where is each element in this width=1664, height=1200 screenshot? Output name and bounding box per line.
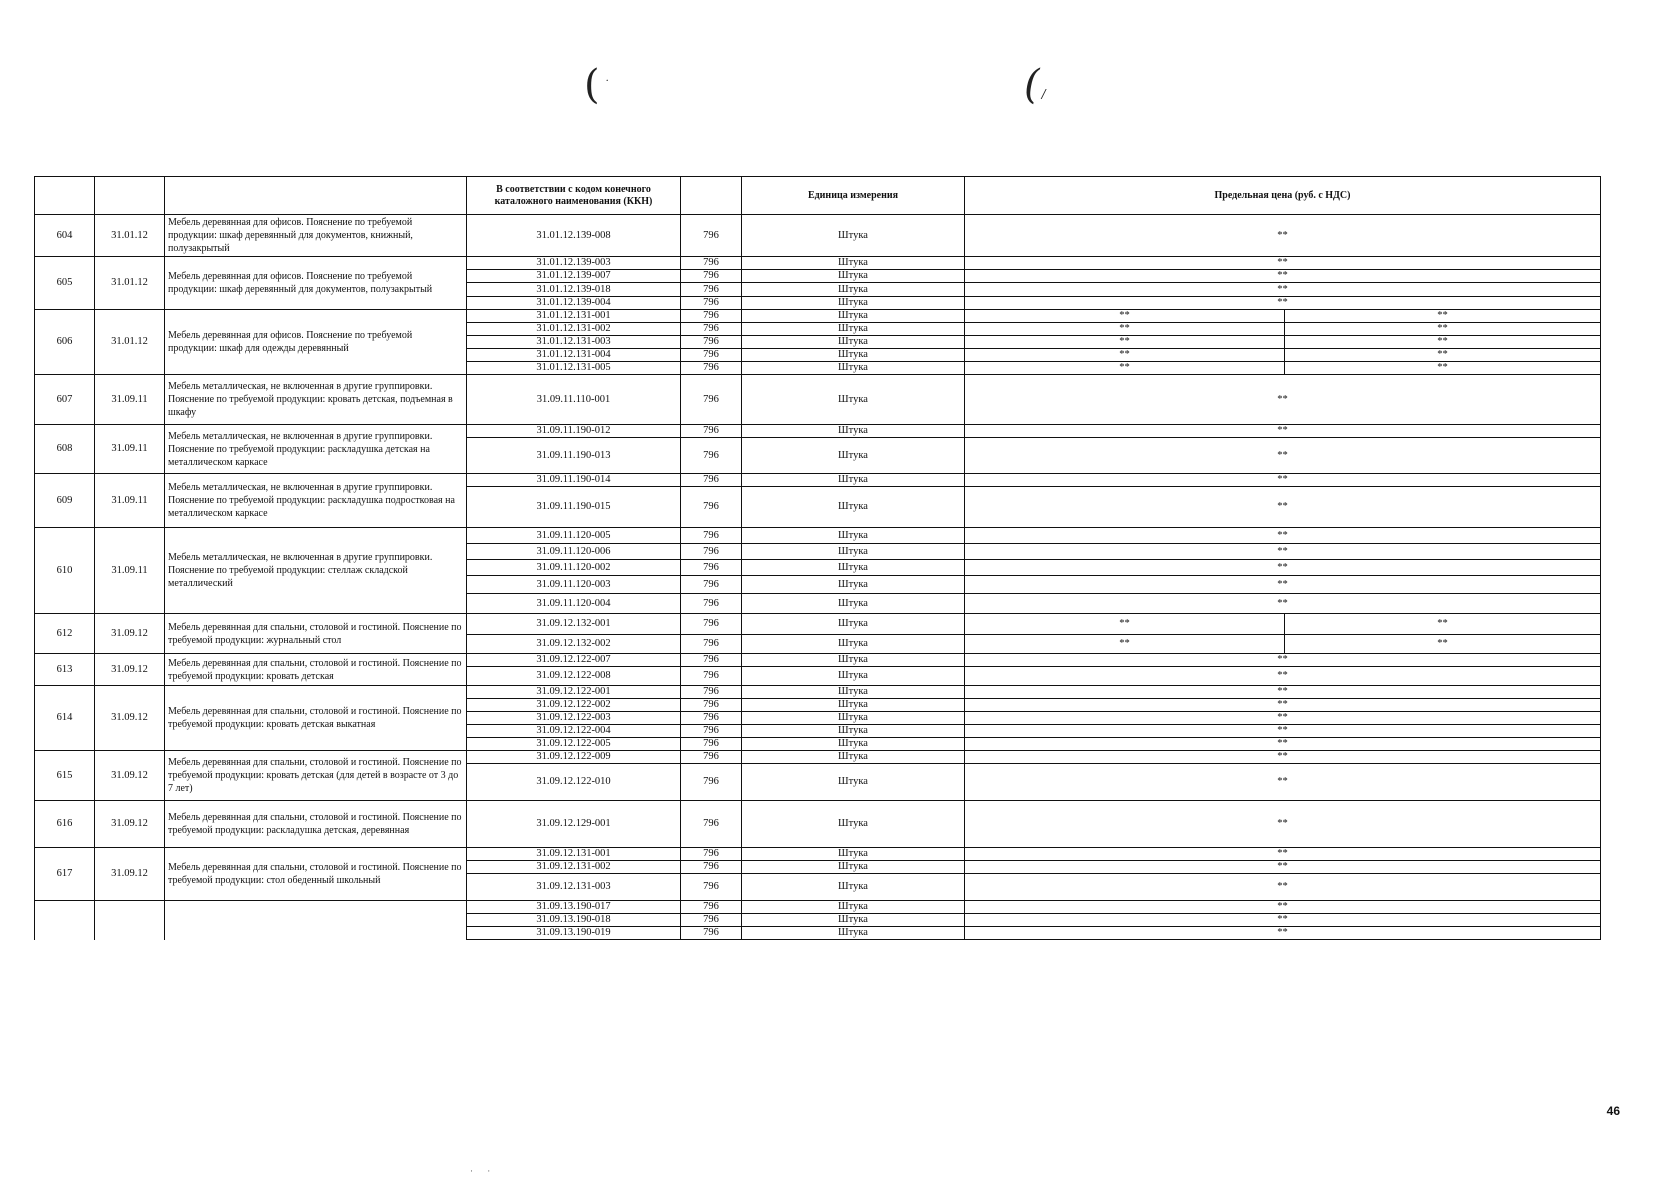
kkn-code: 31.09.12.132-001 bbox=[467, 614, 681, 635]
row-number: 607 bbox=[35, 375, 95, 425]
table-row bbox=[35, 425, 1601, 438]
kkn-code: 31.09.12.129-001 bbox=[467, 801, 681, 848]
okei-code: 796 bbox=[681, 560, 742, 576]
unit-name: Штука bbox=[742, 362, 965, 375]
unit-name: Штука bbox=[742, 699, 965, 712]
kkn-code: 31.09.11.190-015 bbox=[467, 487, 681, 528]
unit-name: Штука bbox=[742, 594, 965, 614]
kkn-code: 31.09.11.190-014 bbox=[467, 474, 681, 487]
price-value-secondary: ** bbox=[1285, 310, 1601, 323]
row-number: 608 bbox=[35, 425, 95, 474]
okei-code: 796 bbox=[681, 699, 742, 712]
kkn-code: 31.01.12.139-008 bbox=[467, 215, 681, 257]
unit-name: Штука bbox=[742, 686, 965, 699]
kkn-code: 31.09.12.122-001 bbox=[467, 686, 681, 699]
kkn-code: 31.01.12.139-003 bbox=[467, 257, 681, 270]
unit-name: Штука bbox=[742, 751, 965, 764]
kkn-code: 31.09.12.131-001 bbox=[467, 848, 681, 861]
kkn-code: 31.09.12.131-003 bbox=[467, 874, 681, 901]
kkn-code: 31.09.11.190-013 bbox=[467, 438, 681, 474]
row-number: 609 bbox=[35, 474, 95, 528]
unit-name: Штука bbox=[742, 614, 965, 635]
product-description: Мебель деревянная для спальни, столовой и гостиной. Пояснение по требуемой продукции: кровать детская выкатная bbox=[165, 686, 467, 751]
kkn-code: 31.09.12.122-009 bbox=[467, 751, 681, 764]
okei-code: 796 bbox=[681, 474, 742, 487]
kkn-code: 31.01.12.139-018 bbox=[467, 283, 681, 297]
product-description: Мебель деревянная для спальни, столовой и гостиной. Пояснение по требуемой продукции: раскладушка детская, деревянная bbox=[165, 801, 467, 848]
okei-code: 796 bbox=[681, 528, 742, 544]
table-header-row bbox=[35, 177, 1601, 215]
table-row bbox=[35, 474, 1601, 487]
unit-name: Штука bbox=[742, 914, 965, 927]
price-value: ** bbox=[965, 699, 1601, 712]
price-value: ** bbox=[965, 738, 1601, 751]
scan-mark-left: ( · bbox=[584, 62, 609, 108]
okei-code: 796 bbox=[681, 438, 742, 474]
unit-name: Штука bbox=[742, 487, 965, 528]
unit-name: Штука bbox=[742, 375, 965, 425]
okei-code: 796 bbox=[681, 914, 742, 927]
kkn-code: 31.09.12.131-002 bbox=[467, 861, 681, 874]
table-row bbox=[35, 528, 1601, 544]
price-value: ** bbox=[965, 874, 1601, 901]
unit-name: Штука bbox=[742, 544, 965, 560]
page-number: 46 bbox=[1606, 1104, 1620, 1118]
okei-code: 796 bbox=[681, 425, 742, 438]
table-row bbox=[35, 686, 1601, 699]
kkn-code: 31.01.12.131-005 bbox=[467, 362, 681, 375]
row-number: 610 bbox=[35, 528, 95, 614]
price-value: ** bbox=[965, 635, 1285, 654]
table-row bbox=[35, 215, 1601, 257]
kkn-code: 31.01.12.131-002 bbox=[467, 323, 681, 336]
okei-code: 796 bbox=[681, 654, 742, 667]
row-number: 606 bbox=[35, 310, 95, 375]
price-value: ** bbox=[965, 310, 1285, 323]
row-number: 605 bbox=[35, 257, 95, 310]
kkn-code: 31.01.12.139-007 bbox=[467, 270, 681, 283]
okpd-code: 31.09.11 bbox=[95, 528, 165, 614]
okei-code: 796 bbox=[681, 738, 742, 751]
price-value-secondary: ** bbox=[1285, 635, 1601, 654]
okpd-code: 31.09.12 bbox=[95, 654, 165, 686]
product-description: Мебель металлическая, не включенная в другие группировки. Пояснение по требуемой продукции: кровать детская, подъемная в шкафу bbox=[165, 375, 467, 425]
okei-code: 796 bbox=[681, 310, 742, 323]
row-number: 617 bbox=[35, 848, 95, 901]
price-value: ** bbox=[965, 544, 1601, 560]
kkn-code: 31.09.11.110-001 bbox=[467, 375, 681, 425]
product-description: Мебель деревянная для спальни, столовой и гостиной. Пояснение по требуемой продукции: кровать детская bbox=[165, 654, 467, 686]
okei-code: 796 bbox=[681, 594, 742, 614]
kkn-code: 31.09.11.120-006 bbox=[467, 544, 681, 560]
unit-name: Штука bbox=[742, 215, 965, 257]
unit-name: Штука bbox=[742, 560, 965, 576]
product-description: Мебель деревянная для спальни, столовой и гостиной. Пояснение по требуемой продукции: кровать детская (для детей в возрасте от 3 до 7 лет) bbox=[165, 751, 467, 801]
okei-code: 796 bbox=[681, 801, 742, 848]
scan-mark-right: ( / bbox=[1024, 62, 1046, 108]
price-value: ** bbox=[965, 764, 1601, 801]
unit-name: Штука bbox=[742, 336, 965, 349]
price-value: ** bbox=[965, 438, 1601, 474]
kkn-code: 31.09.13.190-018 bbox=[467, 914, 681, 927]
okpd-code: 31.01.12 bbox=[95, 215, 165, 257]
unit-name: Штука bbox=[742, 764, 965, 801]
okpd-code: 31.09.12 bbox=[95, 614, 165, 654]
price-value: ** bbox=[965, 349, 1285, 362]
okei-code: 796 bbox=[681, 375, 742, 425]
kkn-code: 31.01.12.131-001 bbox=[467, 310, 681, 323]
okei-code: 796 bbox=[681, 614, 742, 635]
price-value: ** bbox=[965, 297, 1601, 310]
product-description: Мебель металлическая, не включенная в другие группировки. Пояснение по требуемой продукции: раскладушка подростковая на металлическом каркасе bbox=[165, 474, 467, 528]
unit-name: Штука bbox=[742, 283, 965, 297]
price-value: ** bbox=[965, 560, 1601, 576]
okei-code: 796 bbox=[681, 215, 742, 257]
okei-code: 796 bbox=[681, 927, 742, 940]
header-blank-code bbox=[95, 177, 165, 215]
okei-code: 796 bbox=[681, 487, 742, 528]
unit-name: Штука bbox=[742, 725, 965, 738]
unit-name: Штука bbox=[742, 927, 965, 940]
price-value: ** bbox=[965, 487, 1601, 528]
kkn-code: 31.01.12.131-004 bbox=[467, 349, 681, 362]
price-value: ** bbox=[965, 801, 1601, 848]
price-value: ** bbox=[965, 667, 1601, 686]
price-limit-table bbox=[34, 176, 1601, 940]
price-value: ** bbox=[965, 614, 1285, 635]
unit-name: Штука bbox=[742, 874, 965, 901]
unit-name: Штука bbox=[742, 738, 965, 751]
okei-code: 796 bbox=[681, 686, 742, 699]
unit-name: Штука bbox=[742, 474, 965, 487]
row-number: 616 bbox=[35, 801, 95, 848]
okei-code: 796 bbox=[681, 297, 742, 310]
price-value-secondary: ** bbox=[1285, 323, 1601, 336]
table-row bbox=[35, 751, 1601, 764]
table-row bbox=[35, 257, 1601, 270]
kkn-code: 31.09.12.122-008 bbox=[467, 667, 681, 686]
kkn-code: 31.01.12.131-003 bbox=[467, 336, 681, 349]
price-value: ** bbox=[965, 283, 1601, 297]
unit-name: Штука bbox=[742, 270, 965, 283]
product-description: Мебель металлическая, не включенная в другие группировки. Пояснение по требуемой продукции: раскладушка детская на металлическом каркасе bbox=[165, 425, 467, 474]
okei-code: 796 bbox=[681, 544, 742, 560]
kkn-code: 31.09.12.122-004 bbox=[467, 725, 681, 738]
header-price: Предельная цена (руб. с НДС) bbox=[965, 177, 1601, 215]
okei-code: 796 bbox=[681, 667, 742, 686]
price-value: ** bbox=[965, 336, 1285, 349]
price-value-secondary: ** bbox=[1285, 614, 1601, 635]
header-unit: Единица измерения bbox=[742, 177, 965, 215]
price-value: ** bbox=[965, 686, 1601, 699]
price-value-secondary: ** bbox=[1285, 336, 1601, 349]
product-description: Мебель деревянная для офисов. Пояснение по требуемой продукции: шкаф для одежды деревянный bbox=[165, 310, 467, 375]
row-number: 614 bbox=[35, 686, 95, 751]
unit-name: Штука bbox=[742, 848, 965, 861]
table-row bbox=[35, 310, 1601, 323]
okei-code: 796 bbox=[681, 848, 742, 861]
okei-code: 796 bbox=[681, 764, 742, 801]
unit-name: Штука bbox=[742, 297, 965, 310]
price-value: ** bbox=[965, 362, 1285, 375]
unit-name: Штука bbox=[742, 528, 965, 544]
kkn-code: 31.09.13.190-017 bbox=[467, 901, 681, 914]
unit-name: Штука bbox=[742, 576, 965, 594]
kkn-code: 31.09.13.190-019 bbox=[467, 927, 681, 940]
price-value: ** bbox=[965, 270, 1601, 283]
okpd-code: 31.09.12 bbox=[95, 801, 165, 848]
table-row bbox=[35, 848, 1601, 861]
okpd-code: 31.09.11 bbox=[95, 474, 165, 528]
unit-name: Штука bbox=[742, 667, 965, 686]
kkn-code: 31.01.12.139-004 bbox=[467, 297, 681, 310]
okpd-code: 31.09.12 bbox=[95, 686, 165, 751]
unit-name: Штука bbox=[742, 310, 965, 323]
kkn-code: 31.09.11.120-005 bbox=[467, 528, 681, 544]
table-row bbox=[35, 614, 1601, 635]
kkn-code: 31.09.12.122-005 bbox=[467, 738, 681, 751]
row-number: 615 bbox=[35, 751, 95, 801]
unit-name: Штука bbox=[742, 712, 965, 725]
okei-code: 796 bbox=[681, 901, 742, 914]
product-description: Мебель деревянная для офисов. Пояснение по требуемой продукции: шкаф деревянный для документов, книжный, полузакрытый bbox=[165, 215, 467, 257]
okei-code: 796 bbox=[681, 349, 742, 362]
header-blank-okei bbox=[681, 177, 742, 215]
row-number: 604 bbox=[35, 215, 95, 257]
price-value: ** bbox=[965, 215, 1601, 257]
okei-code: 796 bbox=[681, 270, 742, 283]
unit-name: Штука bbox=[742, 901, 965, 914]
product-description: Мебель деревянная для спальни, столовой и гостиной. Пояснение по требуемой продукции: стол обеденный школьный bbox=[165, 848, 467, 901]
okei-code: 796 bbox=[681, 861, 742, 874]
price-value: ** bbox=[965, 712, 1601, 725]
price-value: ** bbox=[965, 848, 1601, 861]
row-number bbox=[35, 901, 95, 940]
okei-code: 796 bbox=[681, 257, 742, 270]
kkn-code: 31.09.11.190-012 bbox=[467, 425, 681, 438]
table-row bbox=[35, 654, 1601, 667]
okpd-code: 31.01.12 bbox=[95, 310, 165, 375]
unit-name: Штука bbox=[742, 654, 965, 667]
price-value: ** bbox=[965, 725, 1601, 738]
okei-code: 796 bbox=[681, 576, 742, 594]
price-value: ** bbox=[965, 576, 1601, 594]
price-value-secondary: ** bbox=[1285, 349, 1601, 362]
price-value: ** bbox=[965, 257, 1601, 270]
okei-code: 796 bbox=[681, 336, 742, 349]
unit-name: Штука bbox=[742, 425, 965, 438]
price-value: ** bbox=[965, 323, 1285, 336]
kkn-code: 31.09.11.120-003 bbox=[467, 576, 681, 594]
row-number: 613 bbox=[35, 654, 95, 686]
table-row bbox=[35, 901, 1601, 914]
okpd-code: 31.09.11 bbox=[95, 425, 165, 474]
price-value: ** bbox=[965, 861, 1601, 874]
kkn-code: 31.09.12.122-007 bbox=[467, 654, 681, 667]
product-description: Мебель металлическая, не включенная в другие группировки. Пояснение по требуемой продукции: стеллаж складской металлический bbox=[165, 528, 467, 614]
price-value: ** bbox=[965, 751, 1601, 764]
price-value: ** bbox=[965, 375, 1601, 425]
okpd-code: 31.09.11 bbox=[95, 375, 165, 425]
price-value: ** bbox=[965, 474, 1601, 487]
price-value: ** bbox=[965, 594, 1601, 614]
price-value-secondary: ** bbox=[1285, 362, 1601, 375]
unit-name: Штука bbox=[742, 801, 965, 848]
unit-name: Штука bbox=[742, 349, 965, 362]
okpd-code: 31.01.12 bbox=[95, 257, 165, 310]
okpd-code: 31.09.12 bbox=[95, 751, 165, 801]
okei-code: 796 bbox=[681, 751, 742, 764]
price-value: ** bbox=[965, 425, 1601, 438]
kkn-code: 31.09.12.122-010 bbox=[467, 764, 681, 801]
unit-name: Штука bbox=[742, 861, 965, 874]
scan-dots: · · bbox=[470, 1166, 497, 1176]
kkn-code: 31.09.12.132-002 bbox=[467, 635, 681, 654]
unit-name: Штука bbox=[742, 257, 965, 270]
okei-code: 796 bbox=[681, 323, 742, 336]
okpd-code bbox=[95, 901, 165, 940]
price-value: ** bbox=[965, 927, 1601, 940]
price-value: ** bbox=[965, 914, 1601, 927]
price-value: ** bbox=[965, 901, 1601, 914]
kkn-code: 31.09.12.122-002 bbox=[467, 699, 681, 712]
row-number: 612 bbox=[35, 614, 95, 654]
okei-code: 796 bbox=[681, 725, 742, 738]
unit-name: Штука bbox=[742, 438, 965, 474]
header-kkn: В соответствии с кодом конечного каталожного наименования (ККН) bbox=[467, 177, 681, 215]
okei-code: 796 bbox=[681, 635, 742, 654]
okei-code: 796 bbox=[681, 874, 742, 901]
price-value: ** bbox=[965, 654, 1601, 667]
product-description bbox=[165, 901, 467, 940]
kkn-code: 31.09.11.120-004 bbox=[467, 594, 681, 614]
unit-name: Штука bbox=[742, 323, 965, 336]
product-description: Мебель деревянная для офисов. Пояснение по требуемой продукции: шкаф деревянный для документов, полузакрытый bbox=[165, 257, 467, 310]
kkn-code: 31.09.12.122-003 bbox=[467, 712, 681, 725]
okei-code: 796 bbox=[681, 283, 742, 297]
okpd-code: 31.09.12 bbox=[95, 848, 165, 901]
table-row bbox=[35, 375, 1601, 425]
okei-code: 796 bbox=[681, 362, 742, 375]
unit-name: Штука bbox=[742, 635, 965, 654]
product-description: Мебель деревянная для спальни, столовой и гостиной. Пояснение по требуемой продукции: журнальный стол bbox=[165, 614, 467, 654]
okei-code: 796 bbox=[681, 712, 742, 725]
table-row bbox=[35, 801, 1601, 848]
header-blank-description bbox=[165, 177, 467, 215]
kkn-code: 31.09.11.120-002 bbox=[467, 560, 681, 576]
header-blank-number bbox=[35, 177, 95, 215]
price-value: ** bbox=[965, 528, 1601, 544]
